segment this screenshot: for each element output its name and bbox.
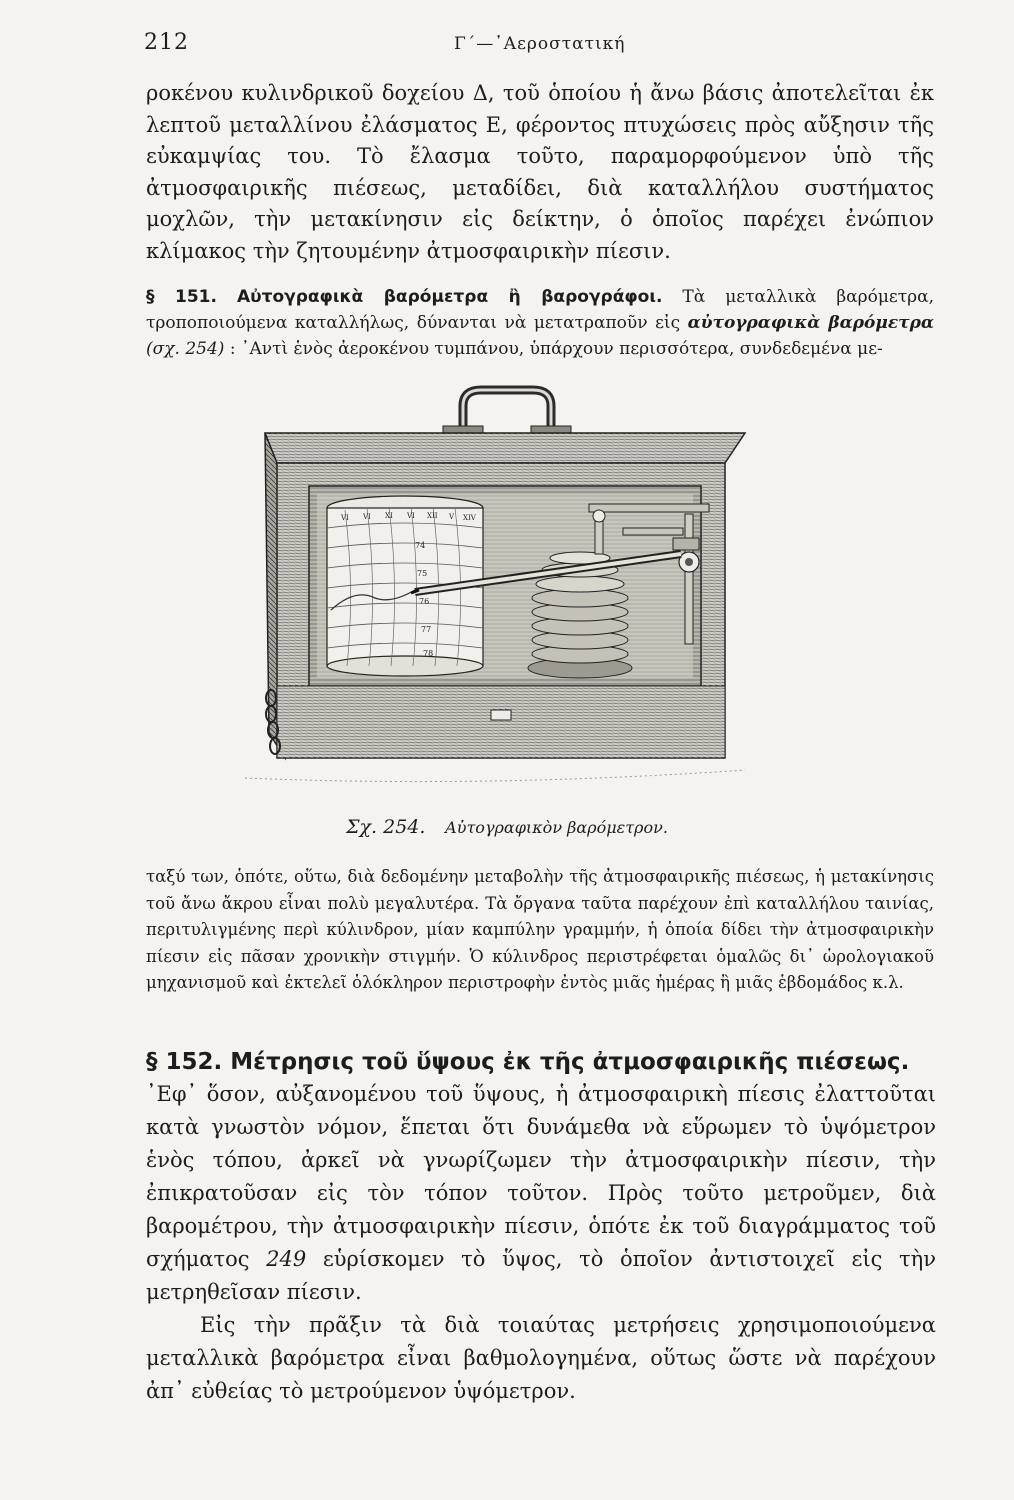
barograph-illustration — [205, 378, 765, 798]
drum-label-1: VI — [341, 514, 349, 522]
drum-label-5: XII — [427, 512, 438, 520]
drum-label-3: XI — [385, 512, 393, 520]
paragraph-intro: ροκένου κυλινδρικοῦ δοχείου Δ, τοῦ ὁποίου ἡ ἄνω βάσις ἀποτελεῖται ἐκ λεπτοῦ μεταλλίνου ἐλάσματος Ε, φέροντος πτυχώσεις πρὸς αὔξησιν τῆς εὐκαμψίας του. Τὸ ἔλασμα τοῦτο, παραμορφούμενον ὑπὸ τῆς ἀτμοσφαιρικῆς πιέσεως, μεταδίδει, διὰ καταλλήλου συστήματος μοχλῶν, τὴν μετακίνησιν εἰς δείκτην, ὁ ὁποῖος παρέχει ἐνώπιον κλίμακος τὴν ζητουμένην ἀτμοσφαιρικὴν πίεσιν. — [146, 81, 934, 263]
section-151-text-b: : ᾿Αντὶ ἑνὸς ἀεροκένου τυμπάνου, ὑπάρχουν περισσότερα, συνδεδεμένα με- — [224, 339, 883, 359]
section-151-term: αὐτογραφικὰ βαρόμετρα — [687, 313, 934, 333]
scale-label-5: 78 — [423, 649, 434, 658]
running-head: Γ΄—᾿Αεροστατική — [454, 34, 626, 54]
box-top — [265, 433, 745, 463]
page-header — [144, 30, 934, 66]
box-lock — [491, 710, 511, 720]
drum-label-6: V — [449, 513, 455, 521]
section-152-figure-ref: 249 — [266, 1247, 307, 1271]
figure-caption-text: Αὐτογραφικὸν βαρόμετρον. — [445, 818, 668, 837]
figure-number: Σχ. 254. — [346, 816, 426, 838]
scale-label-3: 76 — [419, 597, 430, 606]
handle — [443, 390, 571, 436]
scale-label-4: 77 — [421, 625, 432, 634]
figure-caption — [0, 816, 1014, 838]
section-152-text-b: εὑρίσκομεν τὸ ὕψος, τὸ ὁποῖον ἀντιστοιχεῖ εἰς τὴν μετρηθεῖσαν πίεσιν. — [146, 1247, 936, 1304]
box-base — [277, 686, 725, 758]
scale-label-2: 75 — [417, 569, 428, 578]
section-152-text-a: ᾿Εφ᾿ ὅσον, αὐξανομένου τοῦ ὕψους, ἡ ἀτμοσφαιρικὴ πίεσις ἐλαττοῦται κατὰ γνωστὸν νόμον, ἕπεται ὅτι δυνάμεθα νὰ εὕρωμεν τὸ ὑψόμετρον ἑνὸς τόπου, ἀρκεῖ νὰ γνωρίζωμεν τὴν ἀτμοσφαιρικὴν πίεσιν, τὴν ἐπικρατοῦσαν εἰς τὸν τόπον τοῦτον. Πρὸς τοῦτο μετροῦμεν, διὰ βαρομέτρου, τὴν ἀτμοσφαιρικὴν πίεσιν, ὁπότε ἐκ τοῦ διαγράμματος τοῦ σχήματος — [146, 1082, 936, 1271]
section-152-paragraph-1 — [146, 1078, 936, 1309]
drum-label-7: XIV — [463, 514, 476, 522]
section-152-paragraph-2: Εἰς τὴν πρᾶξιν τὰ διὰ τοιαύτας μετρήσεις χρησιμοποιούμενα μεταλλικὰ βαρόμετρα εἶναι βαθμολογημένα, οὕτως ὥστε νὰ παρέχουν ἀπ᾿ εὐθείας τὸ μετρούμενον ὑψόμετρον. — [146, 1313, 936, 1403]
scale-label-1: 74 — [415, 541, 426, 550]
drum-label-2: VI — [363, 513, 371, 521]
section-152 — [146, 1046, 936, 1408]
paragraph-continuation: ταξύ των, ὁπότε, οὕτω, διὰ δεδομένην μεταβολὴν τῆς ἀτμοσφαιρικῆς πιέσεως, ἡ μετακίνησις τοῦ ἄνω ἄκρου εἶναι πολὺ μεγαλυτέρα. Τὰ ὄργανα ταῦτα παρέχουν ἐπὶ καταλλήλου ταινίας, περιτυλιγμένης περὶ κύλινδρον, μίαν καμπύλην γραμμήν, ἡ ὁποία δίδει τὴν ἀτμοσφαιρικὴν πίεσιν εἰς πᾶσαν χρονικὴν στιγμήν. Ὁ κύλινδρος περιστρέφεται ὁμαλῶς δι᾿ ὡρολογιακοῦ μηχανισμοῦ καὶ ἐκτελεῖ ὁλόκληρον περιστροφὴν ἐντὸς μιᾶς ἡμέρας ἢ μιᾶς ἑβδομάδος κ.λ. — [146, 867, 934, 993]
section-151 — [146, 284, 934, 362]
section-151-figure-ref: (σχ. 254) — [146, 339, 225, 359]
drum-label-4: VI — [407, 512, 415, 520]
section-151-text-a: Τὰ μεταλλικὰ βαρόμετρα, τροποποιούμενα καταλλήλως, δύνανται νὰ μετατραποῦν εἰς — [146, 287, 934, 333]
section-152-heading: § 152. Μέτρησις τοῦ ὕψους ἐκ τῆς ἀτμοσφαιρικῆς πιέσεως. — [146, 1049, 910, 1075]
page-number: 212 — [144, 30, 189, 55]
section-151-number: § 151. — [146, 287, 217, 307]
section-151-title: Αὐτογραφικὰ βαρόμετρα ἢ βαρογράφοι. — [236, 287, 663, 307]
